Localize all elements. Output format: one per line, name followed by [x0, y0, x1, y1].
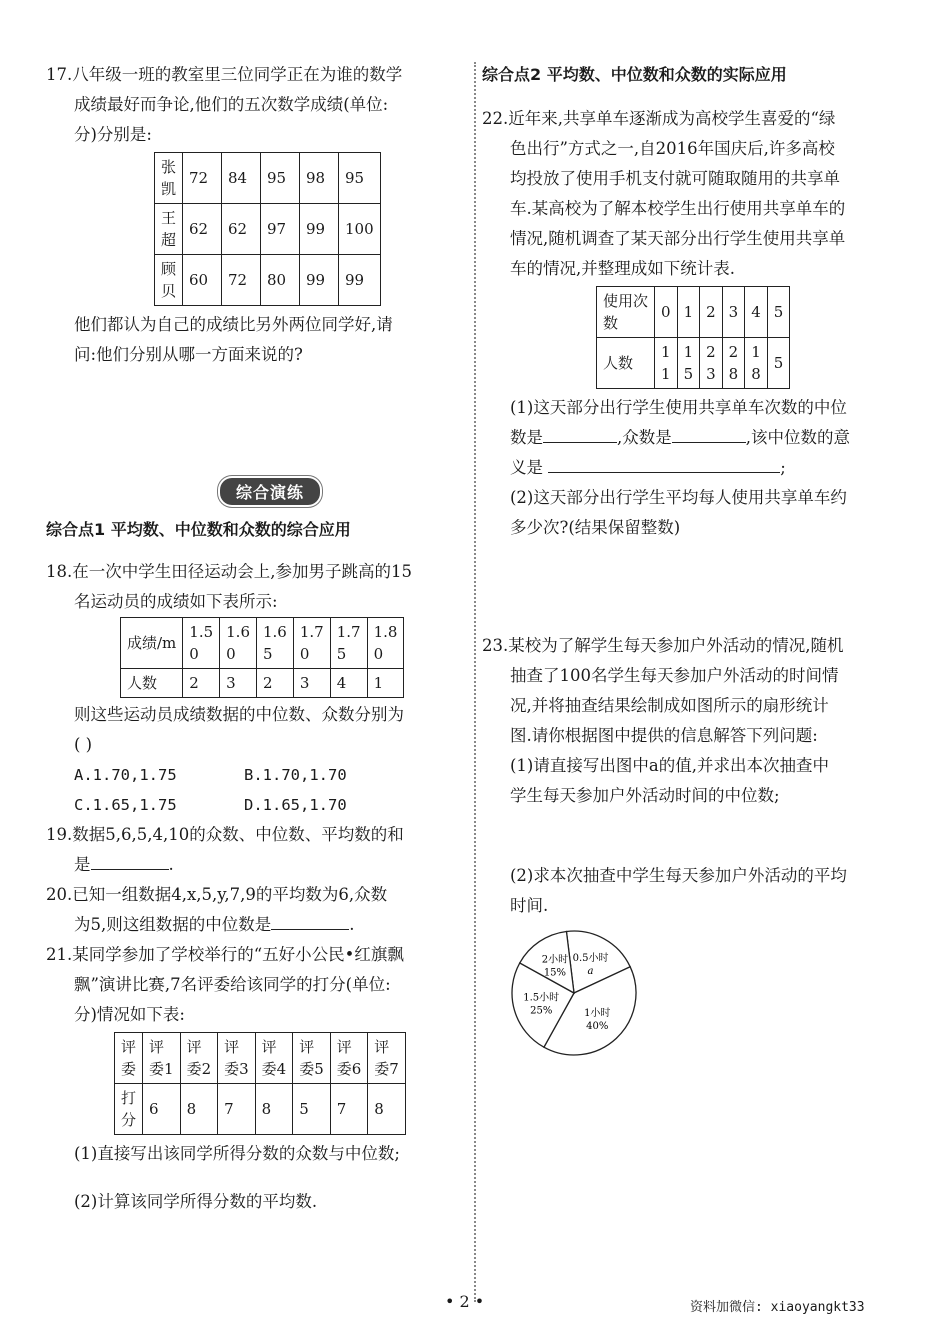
q22-sub1-text3: ,该中位数的意 [745, 428, 850, 447]
score-cell: 72 [222, 255, 261, 306]
left-column [46, 60, 466, 1217]
score-cell: 62 [222, 204, 261, 255]
score-cell: 84 [222, 153, 261, 204]
times-cell: 4 [745, 287, 768, 338]
q22-line3: 均投放了使用手机支付就可随取随用的共享单 [510, 169, 840, 188]
score-cell: 1.6 0 [220, 618, 257, 669]
judge-cell: 评 委7 [368, 1033, 406, 1084]
activity-pie-chart [508, 925, 658, 1065]
q20-line2 [46, 910, 466, 940]
footer-note: 资料加微信: xiaoyangkt33 [690, 1300, 865, 1315]
people-cell: 1 8 [745, 338, 768, 389]
score-cell: 99 [300, 204, 339, 255]
score-cell: 1.7 0 [293, 618, 330, 669]
q23-sub2-line2: 时间. [510, 896, 549, 915]
table-row [597, 287, 790, 338]
q22-sub1-text4: 义是 [510, 458, 543, 477]
judge-cell: 评 委4 [255, 1033, 293, 1084]
score-cell: 8 [255, 1084, 293, 1135]
question-21 [46, 940, 466, 1217]
judge-cell: 评 委3 [218, 1033, 256, 1084]
judge-cell: 评 委2 [180, 1033, 218, 1084]
q18-score-table [120, 617, 404, 698]
score-cell: 95 [261, 153, 300, 204]
q22-line2: 色出行”方式之一,自2016年国庆后,许多高校 [510, 139, 835, 158]
q18-line1: 18.在一次中学生田径运动会上,参加男子跳高的15 [46, 562, 412, 581]
student-name-cell: 顾 贝 [155, 255, 183, 306]
count-cell: 2 [257, 669, 294, 698]
q23-sub1-line2: 学生每天参加户外活动时间的中位数; [510, 786, 780, 805]
q21-line3: 分)情况如下表: [74, 1005, 185, 1024]
pie-slice-value: 25% [530, 1005, 553, 1017]
q18-line2: 名运动员的成绩如下表所示: [74, 592, 278, 611]
score-cell: 100 [339, 204, 381, 255]
judge-cell: 评 委5 [293, 1033, 331, 1084]
section1-title: 综合点1 平均数、中位数和众数的综合应用 [46, 520, 351, 539]
q22-line5: 情况,随机调查了某天部分出行学生使用共享单 [510, 229, 846, 248]
table-row [115, 1084, 406, 1135]
score-cell: 99 [300, 255, 339, 306]
q22-sub1-text1: 数是 [510, 428, 543, 447]
pie-slice-label: 1小时 [584, 1007, 611, 1019]
row-header-cell: 人数 [121, 669, 183, 698]
q18-option-c[interactable]: C.1.65,1.75 [74, 796, 177, 814]
q19-line2-end: . [168, 855, 174, 874]
q19-line2 [46, 850, 466, 880]
score-cell: 60 [183, 255, 222, 306]
score-cell: 97 [261, 204, 300, 255]
score-cell: 98 [300, 153, 339, 204]
q22-sub1-line3 [482, 453, 906, 483]
question-17 [46, 60, 466, 370]
score-cell: 1.5 0 [183, 618, 220, 669]
q23-line2: 抽查了100名学生每天参加户外活动的时间情 [510, 666, 839, 685]
q22-meaning-blank[interactable] [548, 454, 780, 473]
score-cell: 8 [180, 1084, 218, 1135]
q18-ask1: 则这些运动员成绩数据的中位数、众数分别为 [74, 705, 404, 724]
people-cell: 2 3 [700, 338, 723, 389]
q22-line4: 车.某高校为了解本校学生出行使用共享单车的 [510, 199, 846, 218]
question-20 [46, 880, 466, 940]
people-cell: 2 8 [722, 338, 745, 389]
score-cell: 6 [143, 1084, 181, 1135]
score-cell: 1.8 0 [367, 618, 404, 669]
count-cell: 1 [367, 669, 404, 698]
section-badge-wrap [46, 478, 466, 505]
q22-line1: 22.近年来,共享单车逐渐成为高校学生喜爱的“绿 [482, 109, 836, 128]
score-cell: 7 [218, 1084, 256, 1135]
pie-slice-label: 2小时 [541, 954, 569, 966]
table-row [155, 204, 381, 255]
score-cell: 72 [183, 153, 222, 204]
q20-line1: 20.已知一组数据4,x,5,y,7,9的平均数为6,众数 [46, 885, 388, 904]
q21-sub1: (1)直接写出该同学所得分数的众数与中位数; [74, 1144, 400, 1163]
q22-line6: 车的情况,并整理成如下统计表. [510, 259, 735, 278]
q23-line3: 况,并将抽查结果绘制成如图所示的扇形统计 [510, 696, 829, 715]
q21-line2: 飘”演讲比赛,7名评委给该同学的打分(单位: [74, 975, 391, 994]
people-cell: 1 5 [677, 338, 700, 389]
times-cell: 1 [677, 287, 700, 338]
times-cell: 2 [700, 287, 723, 338]
score-cell: 95 [339, 153, 381, 204]
row-header-cell: 使用次 数 [597, 287, 655, 338]
table-row [597, 338, 790, 389]
score-cell: 5 [293, 1084, 331, 1135]
pie-slice-label: 1.5小时 [523, 992, 560, 1004]
score-cell: 8 [368, 1084, 406, 1135]
question-23 [482, 631, 906, 1069]
q17-line1: 17.八年级一班的教室里三位同学正在为谁的数学 [46, 65, 403, 84]
pie-slice-value: 15% [543, 967, 567, 979]
q19-line1: 19.数据5,6,5,4,10的众数、中位数、平均数的和 [46, 825, 404, 844]
q22-mode-blank[interactable] [672, 424, 746, 443]
table-row [121, 618, 404, 669]
count-cell: 3 [293, 669, 330, 698]
q20-line2-text: 为5,则这组数据的中位数是 [74, 915, 272, 934]
pie-slice-value: a [587, 966, 594, 978]
people-cell: 5 [767, 338, 790, 389]
question-19 [46, 820, 466, 880]
table-row [121, 669, 404, 698]
q22-usage-table [596, 286, 790, 389]
q23-line1: 23.某校为了解学生每天参加户外活动的情况,随机 [482, 636, 844, 655]
q18-option-a[interactable]: A.1.70,1.75 [74, 766, 177, 784]
right-column [482, 60, 906, 1069]
pie-slice-label: 0.5小时 [572, 953, 609, 965]
q18-option-d[interactable]: D.1.65,1.70 [244, 796, 347, 814]
table-row [155, 255, 381, 306]
count-cell: 2 [183, 669, 220, 698]
q20-answer-blank[interactable] [271, 911, 349, 930]
times-cell: 0 [655, 287, 678, 338]
score-cell: 7 [330, 1084, 368, 1135]
q23-sub2-line1: (2)求本次抽查中学生每天参加户外活动的平均 [510, 866, 847, 885]
row-header-cell: 评 委 [115, 1033, 143, 1084]
row-header-cell: 打 分 [115, 1084, 143, 1135]
judge-cell: 评 委6 [330, 1033, 368, 1084]
q22-median-blank[interactable] [543, 424, 617, 443]
q18-option-b[interactable]: B.1.70,1.70 [244, 766, 347, 784]
times-cell: 3 [722, 287, 745, 338]
q17-line3: 分)分别是: [74, 125, 152, 144]
student-name-cell: 王 超 [155, 204, 183, 255]
q18-options-row1 [46, 760, 466, 790]
question-18 [46, 557, 466, 820]
score-cell: 1.6 5 [257, 618, 294, 669]
judge-cell: 评 委1 [143, 1033, 181, 1084]
q22-sub1-text5: ; [780, 458, 786, 477]
q21-sub2: (2)计算该同学所得分数的平均数. [74, 1192, 318, 1211]
q22-sub1-line1: (1)这天部分出行学生使用共享单车次数的中位 [510, 398, 847, 417]
page-number: • 2 • [445, 1292, 485, 1311]
q17-after1: 他们都认为自己的成绩比另外两位同学好,请 [74, 315, 393, 334]
q23-line4: 图.请你根据图中提供的信息解答下列问题: [510, 726, 818, 745]
q19-line2-text: 是 [74, 855, 91, 874]
score-cell: 1.7 5 [330, 618, 367, 669]
section2-title: 综合点2 平均数、中位数和众数的实际应用 [482, 65, 787, 84]
row-header-cell: 人数 [597, 338, 655, 389]
student-name-cell: 张 凯 [155, 153, 183, 204]
q17-line2: 成绩最好而争论,他们的五次数学成绩(单位: [74, 95, 389, 114]
table-row [155, 153, 381, 204]
times-cell: 5 [767, 287, 790, 338]
q20-line2-end: . [349, 915, 355, 934]
q18-ask2: ( ) [74, 735, 93, 754]
count-cell: 3 [220, 669, 257, 698]
q22-sub2-line1: (2)这天部分出行学生平均每人使用共享单车约 [510, 488, 847, 507]
question-22 [482, 104, 906, 543]
q17-after2: 问:他们分别从哪一方面来说的? [74, 345, 303, 364]
q22-sub1-text2: ,众数是 [617, 428, 672, 447]
column-divider [474, 62, 476, 1302]
section-badge: 综合演练 [220, 478, 320, 505]
score-cell: 80 [261, 255, 300, 306]
table-row [115, 1033, 406, 1084]
q23-sub1-line1: (1)请直接写出图中a的值,并求出本次抽查中 [510, 756, 829, 775]
row-header-cell: 成绩/m [121, 618, 183, 669]
q19-answer-blank[interactable] [91, 851, 169, 870]
q22-sub1-line2 [482, 423, 906, 453]
q17-score-table [154, 152, 381, 306]
people-cell: 1 1 [655, 338, 678, 389]
score-cell: 99 [339, 255, 381, 306]
q21-judge-table [114, 1032, 406, 1135]
score-cell: 62 [183, 204, 222, 255]
q18-options-row2 [46, 790, 466, 820]
pie-slice-value: 40% [586, 1020, 609, 1032]
count-cell: 4 [330, 669, 367, 698]
q21-line1: 21.某同学参加了学校举行的“五好小公民•红旗飘 [46, 945, 404, 964]
q22-sub2-line2: 多少次?(结果保留整数) [510, 518, 681, 537]
